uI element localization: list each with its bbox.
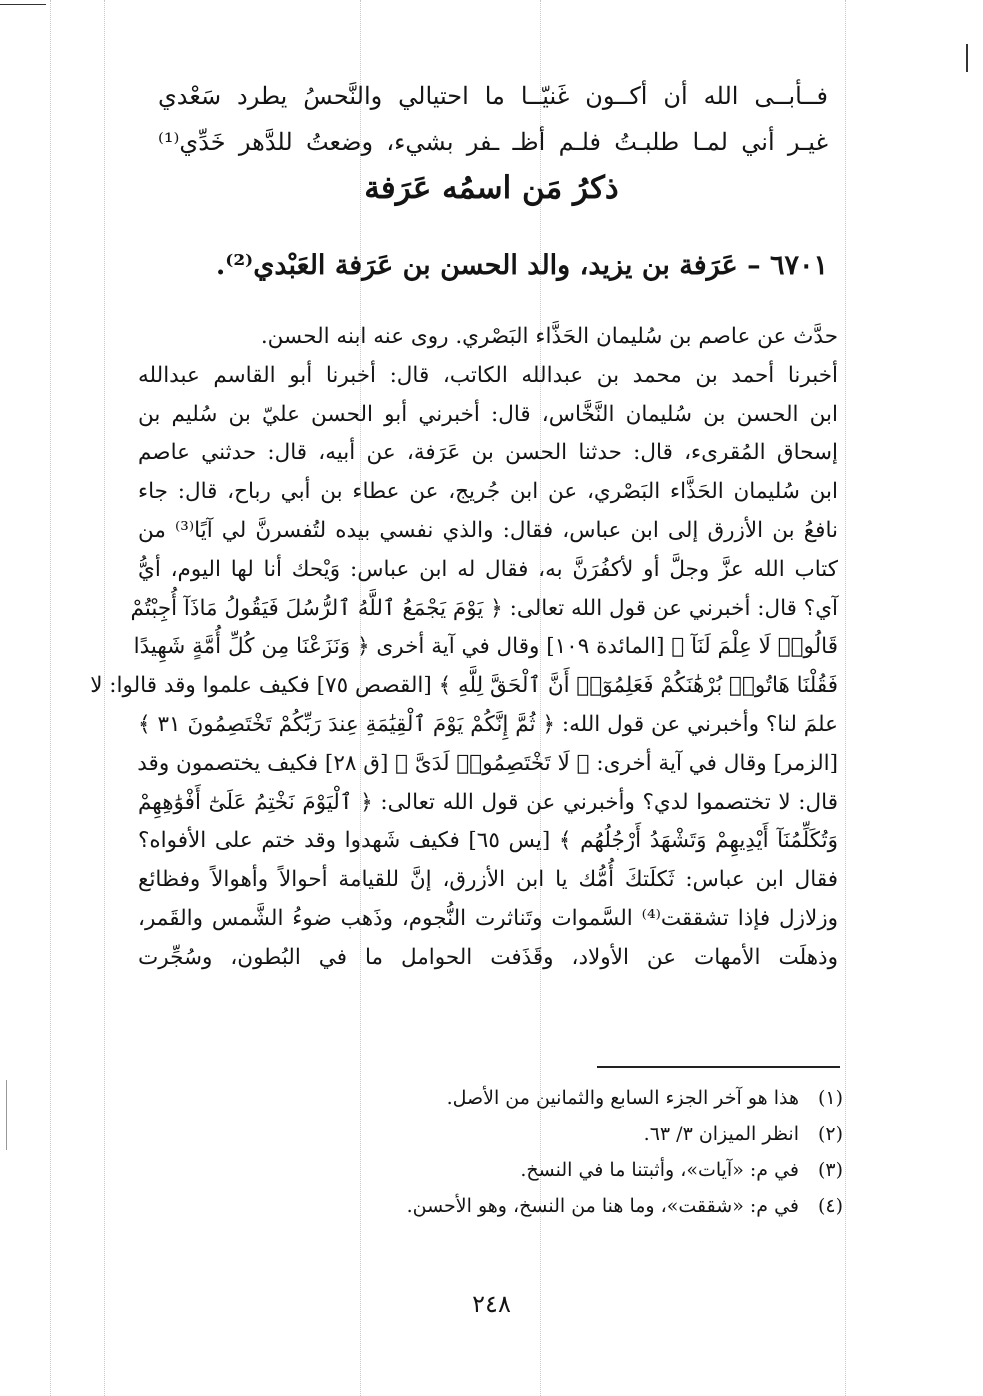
body-line: وزلازل فإذا تشققت⁽⁴⁾ السَّموات وتَناثرت النُّجوم، وذَهب ضوءُ الشَّمس والقَمر،	[138, 905, 838, 931]
body-line: ابن الحسن بن سُليمان النَّخَّاس، قال: أخبرني أبو الحسن عليّ بن سُليم بن	[138, 401, 838, 427]
grid-guide	[845, 0, 846, 1396]
footnote	[203, 1152, 843, 1188]
footnote	[203, 1116, 843, 1152]
section-heading: ذكرُ مَن اسمُه عَرَفة	[364, 170, 619, 206]
footnote	[203, 1080, 843, 1116]
body-line: ابن سُليمان الحَذَّاء البَصْري، عن ابن جُريج، عن عطاء بن أبي رباح، قال: جاء	[138, 479, 838, 505]
body-line: آي؟ قال: أخبرني عن قول الله تعالى: ﴿ يَوْمَ يَجْمَعُ ٱللَّهُ ٱلرُّسُلَ فَيَقُولُ مَاذَآ أُجِبْتُمْ	[130, 595, 838, 621]
body-line: قَالُوا۟ لَا عِلْمَ لَنَآ ﴾ [المائدة ١٠٩] وقال في آية أخرى ﴿ وَنَزَعْنَا مِن كُلِّ أُمَّةٍ شَهِيدًا	[133, 634, 838, 660]
footnote-text: هذا هو آخر الجزء السابع والثمانين من الأصل.	[446, 1087, 799, 1109]
body-line: وذهلَت الأمهات عن الأولاد، وقَذَفت الحوامل ما في البُطون، وسُجِّرت	[138, 944, 838, 970]
grid-guide	[50, 0, 51, 1396]
footnote-number: (٢)	[817, 1123, 843, 1145]
body-line: فَقُلْنَا هَاتُوا۟ بُرْهَٰنَكُمْ فَعَلِمُوٓا۟ أَنَّ ٱلْحَقَّ لِلَّهِ ﴾ [القصص ٧٥] فكيف علموا وقد قالوا: لا	[90, 673, 838, 699]
footnote-separator	[597, 1066, 840, 1068]
footnote-number: (١)	[817, 1087, 843, 1109]
footnote-text: انظر الميزان ٣/ ٦٣.	[643, 1123, 799, 1145]
body-line: [الزمر] وقال في آية أخرى: ﴿ لَا تَخْتَصِمُوا۟ لَدَىَّ ﴾ [ق ٢٨] فكيف يختصمون وقد	[137, 750, 838, 776]
scan-mark-left	[6, 1080, 7, 1150]
body-line: إسحاق المُقرىء، قال: حدثنا الحسن بن عَرَفة، عن أبيه، قال: حدثني عاصم	[138, 440, 838, 466]
entry-title: ٦٧٠١ – عَرَفة بن يزيد، والد الحسن بن عَرَفة العَبْدي⁽²⁾.	[215, 250, 828, 281]
footnote-number: (٣)	[817, 1159, 843, 1181]
body-line: حدَّث عن عاصم بن سُليمان الحَذَّاء البَصْري. روى عنه ابنه الحسن.	[260, 324, 838, 349]
body-text	[90, 318, 838, 978]
footnote-text: في م: «آيات»، وأثبتنا ما في النسخ.	[520, 1159, 799, 1181]
footnote	[203, 1188, 843, 1224]
footnotes	[203, 1080, 843, 1224]
scan-mark	[966, 44, 968, 72]
body-line: فقال ابن عباس: ثَكلَتكَ أُمُّك يا ابن الأزرق، إنَّ للقيامة أحوالاً وأهوالاً وفظائع	[138, 867, 838, 893]
footnote-number: (٤)	[817, 1195, 843, 1217]
poem-verse-2: غيـر أني لمـا طلبـتُ فلـم أظـ ـفر بشيء، وضعتُ للدَّهر خَدِّي⁽¹⁾	[158, 128, 828, 156]
body-line: كتاب الله عزَّ وجلَّ أو لأكفُرَنَّ به، فقال له ابن عباس: وَيْحك أنا لها اليوم، أيُّ	[138, 556, 838, 582]
body-line: نافعُ بن الأزرق إلى ابن عباس، فقال: والذي نفسي بيده لتُفسرنَّ لي آيًا⁽³⁾ من	[138, 517, 838, 543]
page-number: ٢٤٨	[472, 1290, 511, 1318]
top-left-rule	[0, 4, 46, 5]
poem-verse-1: فــأبــى الله أن أكــون غَنيّــا ما احتيالي والنَّحسُ يطرد سَعْدي	[158, 82, 829, 110]
body-line: أخبرنا أحمد بن محمد بن عبدالله الكاتب، قال: أخبرنا أبو القاسم عبدالله	[138, 362, 838, 388]
body-line: قال: لا تختصموا لدي؟ وأخبرني عن قول الله تعالى: ﴿ ٱلْيَوْمَ نَخْتِمُ عَلَىٰٓ أَفْوَٰهِهِمْ	[138, 789, 838, 815]
body-line: علمَ لنا؟ وأخبرني عن قول الله: ﴿ ثُمَّ إِنَّكُمْ يَوْمَ ٱلْقِيَٰمَةِ عِندَ رَبِّكُمْ تَخْتَصِمُونَ ٣١ ﴾	[138, 711, 838, 737]
footnote-text: في م: «شققت»، وما هنا من النسخ، وهو الأحسن.	[406, 1195, 799, 1217]
body-line: وَتُكَلِّمُنَآ أَيْدِيهِمْ وَتَشْهَدُ أَرْجُلُهُم ﴾ [يس ٦٥] فكيف شَهدوا وقد ختم على الأفواه؟	[138, 828, 838, 854]
